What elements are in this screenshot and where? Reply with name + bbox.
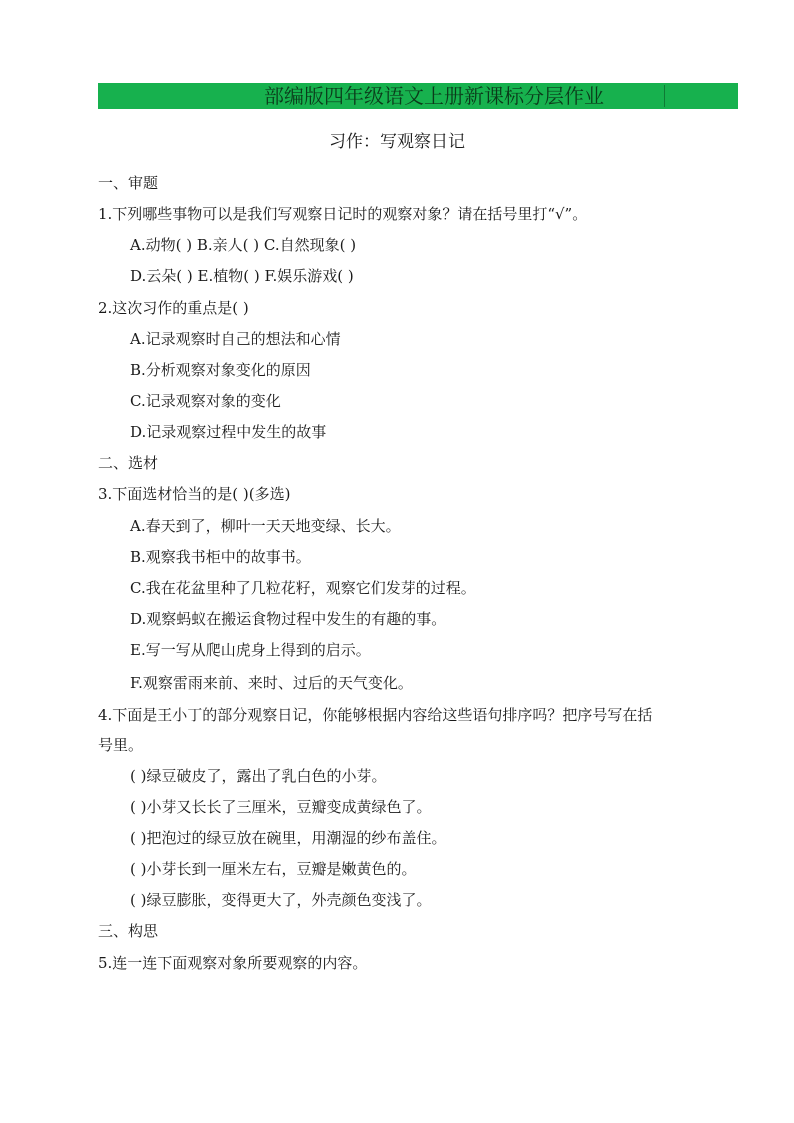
question-2: 2.这次习作的重点是( ) <box>98 299 249 317</box>
q4-item: ( )绿豆破皮了，露出了乳白色的小芽。 <box>130 767 387 785</box>
q3-option: E.写一写从爬山虎身上得到的启示。 <box>130 641 371 659</box>
q2-option: D.记录观察过程中发生的故事 <box>130 423 327 441</box>
question-5: 5.连一连下面观察对象所要观察的内容。 <box>98 954 368 972</box>
q4-item: ( )把泡过的绿豆放在碗里，用潮湿的纱布盖住。 <box>130 829 447 847</box>
page-subtitle: 习作：写观察日记 <box>329 132 465 152</box>
q1-options-row2: D.云朵( ) E.植物( ) F.娱乐游戏( ) <box>130 267 354 285</box>
q4-item: ( )小芽又长长了三厘米，豆瓣变成黄绿色了。 <box>130 798 432 816</box>
q3-option: F.观察雷雨来前、来时、过后的天气变化。 <box>130 674 413 692</box>
section-heading-gousi: 三、构思 <box>98 922 159 940</box>
q2-option: C.记录观察对象的变化 <box>130 392 281 410</box>
q3-option: B.观察我书柜中的故事书。 <box>130 548 311 566</box>
q3-option: D.观察蚂蚁在搬运食物过程中发生的有趣的事。 <box>130 610 447 628</box>
q3-option: A.春天到了，柳叶一天天地变绿、长大。 <box>130 517 401 535</box>
banner-title: 部编版四年级语文上册新课标分层作业 <box>264 84 604 108</box>
q2-option: B.分析观察对象变化的原因 <box>130 361 311 379</box>
title-banner <box>98 83 738 109</box>
section-heading-xuancai: 二、选材 <box>98 454 159 472</box>
q4-item: ( )绿豆膨胀，变得更大了，外壳颜色变浅了。 <box>130 891 432 909</box>
question-3: 3.下面选材恰当的是( )(多选) <box>98 485 291 503</box>
q2-option: A.记录观察时自己的想法和心情 <box>130 330 341 348</box>
question-4-line1: 4.下面是王小丁的部分观察日记，你能够根据内容给这些语句排序吗？把序号写在括 <box>98 706 653 724</box>
q1-options-row1: A.动物( ) B.亲人( ) C.自然现象( ) <box>130 236 357 254</box>
question-1: 1.下列哪些事物可以是我们写观察日记时的观察对象？请在括号里打“√”。 <box>98 205 588 223</box>
banner-divider <box>664 85 665 107</box>
q3-option: C.我在花盆里种了几粒花籽，观察它们发芽的过程。 <box>130 579 476 597</box>
section-heading-shenti: 一、审题 <box>98 174 159 192</box>
question-4-line2: 号里。 <box>98 736 144 754</box>
q4-item: ( )小芽长到一厘米左右，豆瓣是嫩黄色的。 <box>130 860 417 878</box>
